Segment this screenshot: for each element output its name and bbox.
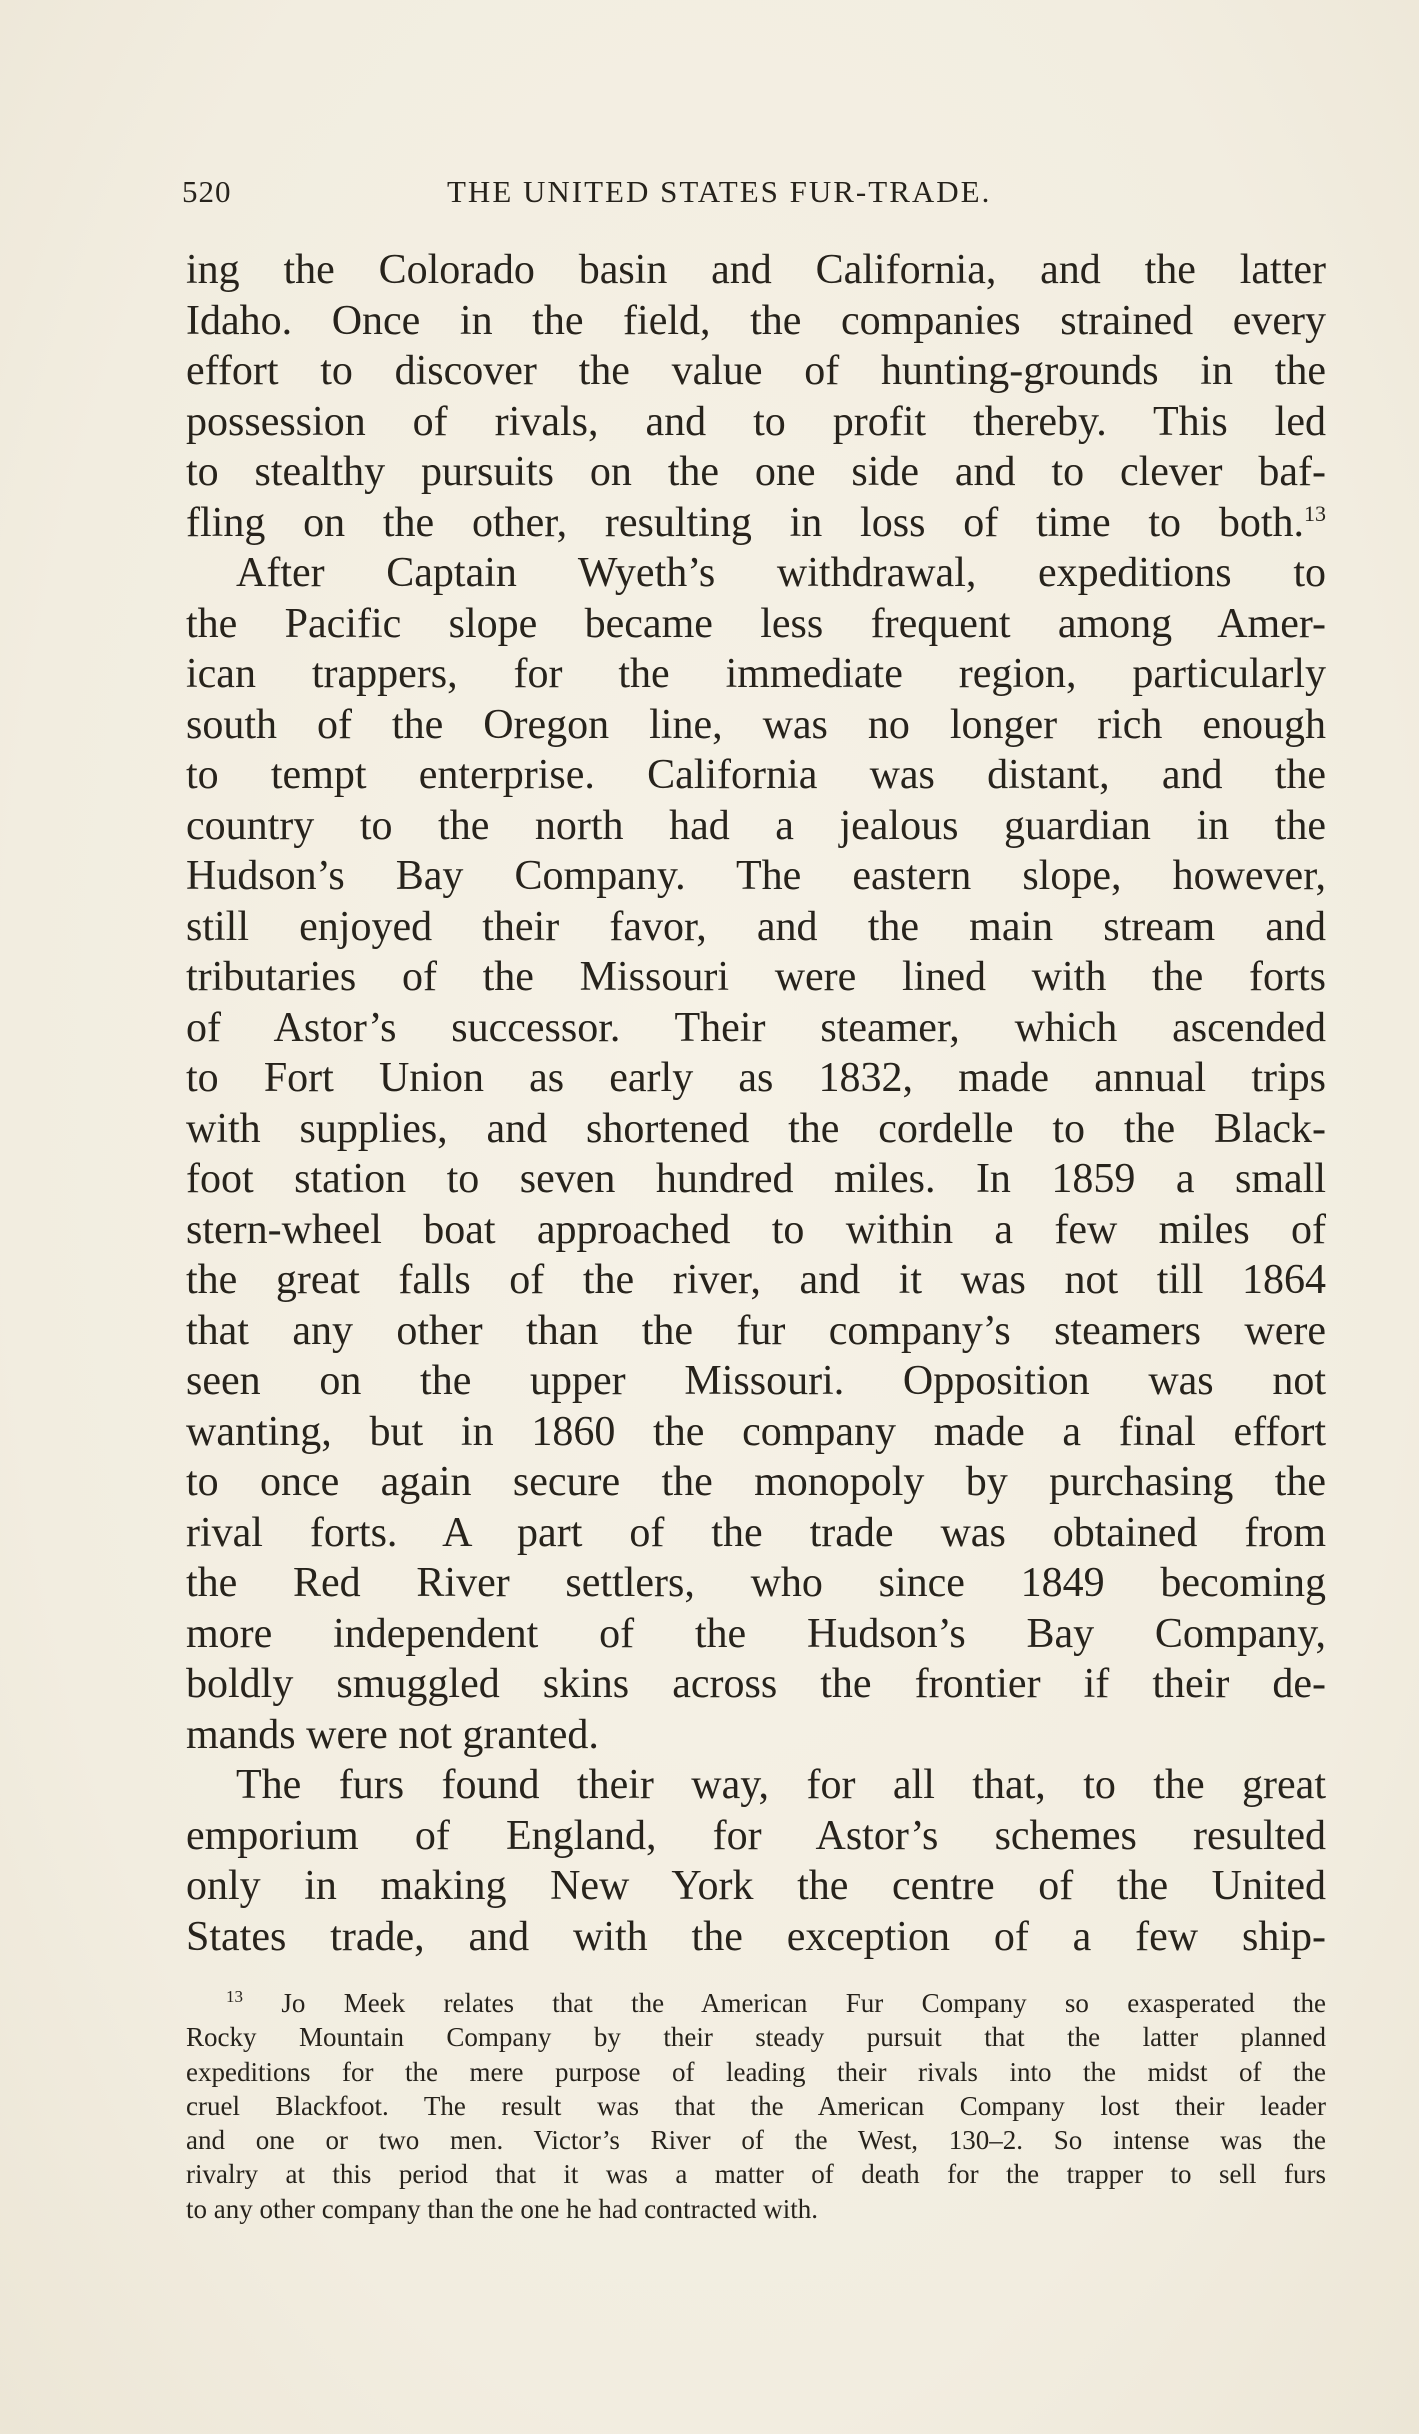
text-line: to tempt enterprise. California was distant, and the bbox=[186, 752, 1326, 798]
footnote-line-content: Jo Meek relates that the American Fur Company so exasperated the bbox=[281, 1988, 1327, 2018]
text-line: seen on the upper Missouri. Opposition was not bbox=[186, 1358, 1326, 1404]
text-line: wanting, but in 1860 the company made a final effort bbox=[186, 1408, 1326, 1455]
footnote-line: cruel Blackfoot. The result was that the American Company lost their leader bbox=[186, 2090, 1326, 2121]
text-line: to Fort Union as early as 1832, made annual trips bbox=[186, 1055, 1326, 1101]
text-line: that any other than the fur company’s steamers were bbox=[186, 1307, 1326, 1354]
footnote bbox=[186, 1986, 1326, 2226]
text-line: of Astor’s successor. Their steamer, which ascended bbox=[186, 1004, 1326, 1051]
text-line: the great falls of the river, and it was not till 1864 bbox=[186, 1257, 1326, 1303]
text-line: effort to discover the value of hunting-grounds in the bbox=[186, 348, 1326, 394]
text-line: ican trappers, for the immediate region, particularly bbox=[186, 651, 1326, 697]
text-line: to once again secure the monopoly by purchasing the bbox=[186, 1459, 1326, 1505]
footnote-line: expeditions for the mere purpose of leading their rivals into the midst of the bbox=[186, 2056, 1326, 2087]
text-line: only in making New York the centre of the United bbox=[186, 1863, 1326, 1909]
text-line: tributaries of the Missouri were lined with the forts bbox=[186, 954, 1326, 1000]
footnote-line bbox=[186, 1986, 1326, 2020]
text-line: States trade, and with the exception of a few ship- bbox=[186, 1913, 1326, 1960]
text-line: emporium of England, for Astor’s schemes resulted bbox=[186, 1812, 1326, 1859]
text-line: rival forts. A part of the trade was obtained from bbox=[186, 1509, 1326, 1556]
text-line: the Red River settlers, who since 1849 becoming bbox=[186, 1560, 1326, 1606]
text-line: more independent of the Hudson’s Bay Company, bbox=[186, 1610, 1326, 1657]
footnote-line: rivalry at this period that it was a matter of death for the trapper to sell furs bbox=[186, 2159, 1326, 2190]
text-line: to stealthy pursuits on the one side and to clever baf- bbox=[186, 449, 1326, 495]
text-line: Hudson’s Bay Company. The eastern slope, however, bbox=[186, 853, 1326, 899]
text-line-with-footnote-ref bbox=[186, 498, 1326, 549]
footnote-line: to any other company than the one he had contracted with. bbox=[186, 2193, 819, 2224]
footnote-line: Rocky Mountain Company by their steady pursuit that the latter planned bbox=[186, 2022, 1326, 2053]
body-text bbox=[186, 245, 1326, 1962]
text-line: with supplies, and shortened the cordelle to the Black- bbox=[186, 1105, 1326, 1152]
footnote-reference: 13 bbox=[1304, 500, 1326, 526]
text-line: possession of rivals, and to profit thereby. This led bbox=[186, 398, 1326, 445]
text-line: foot station to seven hundred miles. In 1859 a small bbox=[186, 1156, 1326, 1202]
footnote-line: and one or two men. Victor’s River of the West, 130–2. So intense was the bbox=[186, 2125, 1326, 2156]
text-line: mands were not granted. bbox=[186, 1711, 599, 1758]
text-line: the Pacific slope became less frequent among Amer- bbox=[186, 600, 1326, 647]
text-line-content: fling on the other, resulting in loss of time to both. bbox=[186, 499, 1304, 546]
text-line: Idaho. Once in the field, the companies strained every bbox=[186, 297, 1326, 344]
text-line: country to the north had a jealous guardian in the bbox=[186, 802, 1326, 849]
text-line: south of the Oregon line, was no longer rich enough bbox=[186, 701, 1326, 748]
text-line: ing the Colorado basin and California, and the latter bbox=[186, 247, 1326, 293]
text-line: After Captain Wyeth’s withdrawal, expeditions to bbox=[236, 550, 1326, 596]
text-line: still enjoyed their favor, and the main stream and bbox=[186, 903, 1326, 950]
running-title: THE UNITED STATES FUR-TRADE. bbox=[447, 174, 992, 209]
footnote-marker: 13 bbox=[226, 1987, 243, 2006]
text-line: stern-wheel boat approached to within a few miles of bbox=[186, 1206, 1326, 1253]
page-number: 520 bbox=[182, 174, 232, 209]
text-line: boldly smuggled skins across the frontier if their de- bbox=[186, 1661, 1326, 1707]
text-line: The furs found their way, for all that, to the great bbox=[236, 1762, 1326, 1808]
